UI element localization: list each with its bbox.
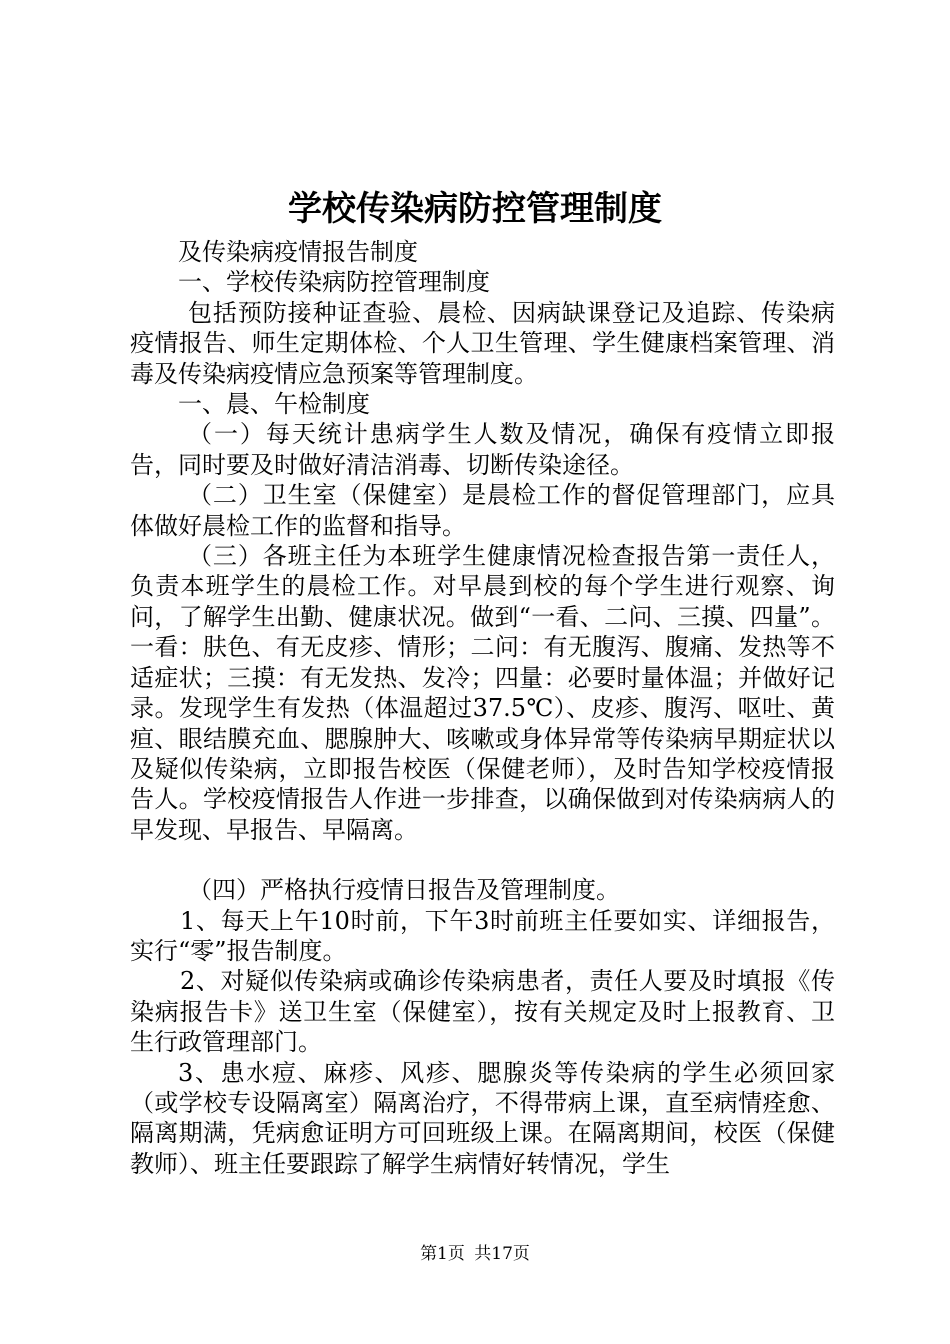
paragraph: 2、对疑似传染病或确诊传染病患者，责任人要及时填报《传染病报告卡》送卫生室（保健室），按有关规定及时上报教育、卫生行政管理部门。 — [130, 967, 835, 1057]
paragraph: （四）严格执行疫情日报告及管理制度。 — [188, 876, 620, 905]
page-total: 共17页 — [474, 1244, 530, 1264]
paragraph: （三）各班主任为本班学生健康情况检查报告第一责任人，负责本班学生的晨检工作。对早晨到校的每个学生进行观察、询问，了解学生出勤、健康状况。做到“一看、二问、三摸、四量”。一看：肤色、有无皮疹、情形；二问：有无腹泻、腹痛、发热等不适症状；三摸：有无发热、发冷；四量：必要时量体温；并做好记录。发现学生有发热（体温超过37.5℃）、皮疹、腹泻、呕吐、黄疸、眼结膜充血、腮腺肿大、咳嗽或身体异常等传染病早期症状以及疑似传染病，立即报告校医（保健老师），及时告知学校疫情报告人。学校疫情报告人作进一步排查，以确保做到对传染病病人的早发现、早报告、早隔离。 — [130, 542, 835, 844]
section-heading: 一、学校传染病防控管理制度 — [178, 268, 490, 297]
paragraph: （一）每天统计患病学生人数及情况，确保有疫情立即报告，同时要及时做好清洁消毒、切断传染途径。 — [130, 420, 835, 479]
paragraph: 1、每天上午10时前，下午3时前班主任要如实、详细报告，实行“零”报告制度。 — [130, 906, 835, 965]
paragraph: 3、患水痘、麻疹、风疹、腮腺炎等传染病的学生必须回家（或学校专设隔离室）隔离治疗，不得带病上课，直至病情痊愈、隔离期满，凭病愈证明方可回班级上课。在隔离期间，校医（保健教师）、班主任要跟踪了解学生病情好转情况，学生 — [130, 1058, 835, 1178]
page-footer — [0, 1243, 950, 1265]
paragraph-subtitle: 及传染病疫情报告制度 — [178, 238, 418, 266]
document-title: 学校传染病防控管理制度 — [288, 189, 662, 229]
paragraph: （二）卫生室（保健室）是晨检工作的督促管理部门，应具体做好晨检工作的监督和指导。 — [130, 481, 835, 540]
section-heading: 一、晨、午检制度 — [178, 390, 370, 419]
document-body — [130, 237, 835, 1179]
page-number: 第1页 — [420, 1244, 465, 1264]
paragraph: 包括预防接种证查验、晨检、因病缺课登记及追踪、传染病疫情报告、师生定期体检、个人卫生管理、学生健康档案管理、消毒及传染病疫情应急预案等管理制度。 — [130, 298, 835, 388]
paragraph-spacer — [130, 845, 835, 875]
